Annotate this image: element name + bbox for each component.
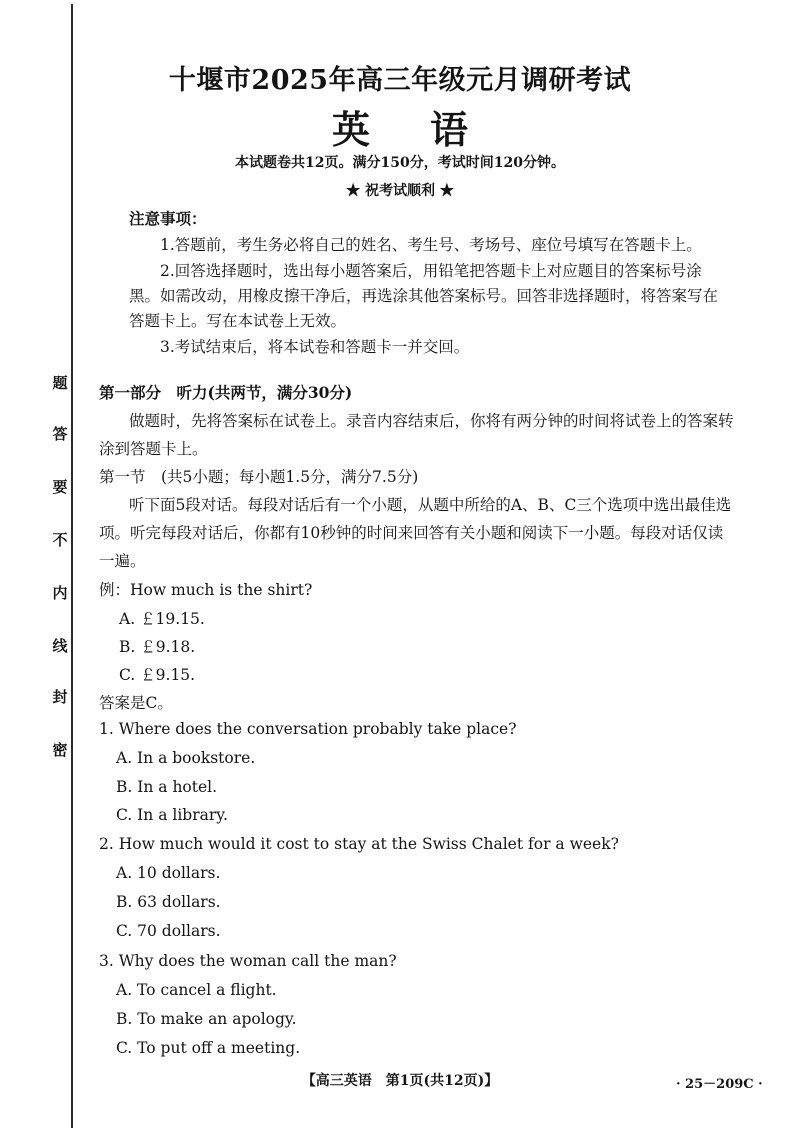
question-option: C. 70 dollars.	[116, 922, 221, 940]
section-intro: 项。听完每段对话后，你都有10秒钟的时间来回答有关小题和阅读下一小题。每段对话仅读	[99, 524, 724, 542]
question-stem: 2. How much would it cost to stay at the Swiss Chalet for a week?	[99, 835, 619, 853]
notes-item: 3.考试结束后，将本试卷和答题卡一并交回。	[160, 338, 470, 356]
exam-info: 本试题卷共12页。满分150分，考试时间120分钟。	[235, 155, 565, 171]
notes-heading: 注意事项：	[129, 209, 207, 228]
margin-char: 要	[52, 478, 68, 496]
notes-item: 黑。如需改动，用橡皮擦干净后，再选涂其他答案标号。回答非选择题时，将答案写在	[129, 287, 719, 305]
paper-code: · 25－209C ·	[676, 1077, 763, 1092]
margin-char: 不	[52, 531, 68, 549]
margin-char: 封	[52, 688, 68, 706]
binding-line	[71, 4, 73, 1128]
margin-char: 答	[52, 425, 68, 443]
section-intro: 一遍。	[99, 552, 146, 570]
example-option: A. ￡19.15.	[119, 610, 205, 628]
exam-title: 十堰市2025年高三年级元月调研考试	[168, 65, 632, 96]
good-luck-banner: ★ 祝考试顺利 ★	[346, 183, 454, 199]
part-intro: 涂到答题卡上。	[99, 440, 208, 458]
question-option: A. In a bookstore.	[116, 749, 256, 767]
subject-title: 英语	[331, 107, 528, 152]
question-option: B. In a hotel.	[116, 778, 218, 796]
part-intro: 做题时，先将答案标在试卷上。录音内容结束后，你将有两分钟的时间将试卷上的答案转	[129, 412, 734, 430]
example-option: B. ￡9.18.	[119, 638, 196, 656]
margin-char: 内	[52, 584, 68, 602]
notes-item: 答题卡上。写在本试卷上无效。	[129, 312, 347, 330]
section-heading: 第一节 (共5小题；每小题1.5分，满分7.5分)	[99, 468, 419, 486]
margin-char: 密	[52, 741, 68, 759]
question-option: A. To cancel a flight.	[116, 981, 277, 999]
question-option: A. 10 dollars.	[116, 864, 221, 882]
question-option: C. In a library.	[116, 806, 228, 824]
margin-char: 题	[52, 374, 68, 392]
notes-item: 1.答题前，考生务必将自己的姓名、考生号、考场号、座位号填写在答题卡上。	[160, 236, 702, 254]
question-stem: 1. Where does the conversation probably take place?	[99, 720, 517, 738]
question-stem: 3. Why does the woman call the man?	[99, 952, 397, 970]
question-option: B. 63 dollars.	[116, 893, 221, 911]
margin-char: 线	[52, 637, 68, 655]
example-answer: 答案是C。	[99, 694, 173, 712]
example-option: C. ￡9.15.	[119, 666, 196, 684]
part-heading: 第一部分 听力(共两节，满分30分)	[99, 383, 353, 402]
example-question: 例：How much is the shirt?	[99, 581, 313, 599]
section-intro: 听下面5段对话。每段对话后有一个小题，从题中所给的A、B、C三个选项中选出最佳选	[129, 496, 732, 514]
page-footer: 【高三英语 第1页(共12页)】	[301, 1073, 499, 1089]
question-option: B. To make an apology.	[116, 1010, 297, 1028]
notes-item: 2.回答选择题时，选出每小题答案后，用铅笔把答题卡上对应题目的答案标号涂	[160, 262, 702, 280]
question-option: C. To put off a meeting.	[116, 1039, 301, 1057]
